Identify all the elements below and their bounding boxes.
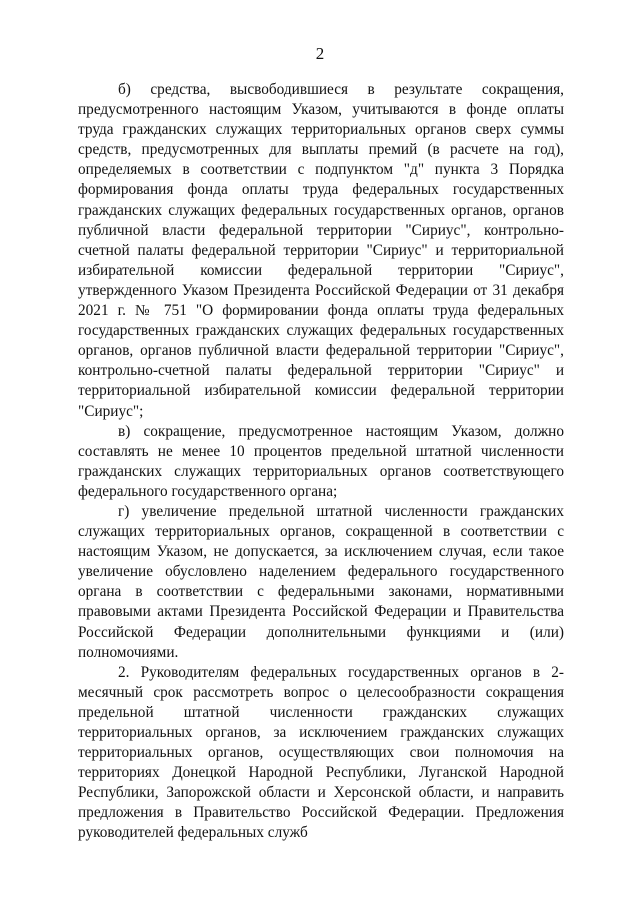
document-body [78, 80, 564, 844]
paragraph-b: б) средства, высвободившиеся в результате сокращения, предусмотренного настоящим Указом, учитываются в фонде оплаты труда гражданских служащих территориальных органов сверх суммы средств, предусмотренных для выплаты премий (в расчете на год), определяемых в соответствии с подпунктом "д" пункта 3 Порядка формирования фонда оплаты труда федеральных государственных гражданских служащих федеральных государственных органов, органов публичной власти федеральной территории "Сириус", контрольно-счетной палаты федеральной территории "Сириус" и территориальной избирательной комиссии федеральной территории "Сириус", утвержденного Указом Президента Российской Федерации от 31 декабря 2021 г. № 751 "О формировании фонда оплаты труда федеральных государственных гражданских служащих федеральных государственных органов, органов публичной власти федеральной территории "Сириус", контрольно-счетной палаты федеральной территории "Сириус" и территориальной избирательной комиссии федеральной территории "Сириус"; [78, 81, 564, 420]
paragraph-g: г) увеличение предельной штатной численности гражданских служащих территориальных органов, сокращенной в соответствии с настоящим Указом, не допускается, за исключением случая, если такое увеличение обусловлено наделением федерального государственного органа в соответствии с федеральными законами, нормативными правовыми актами Президента Российской Федерации и Правительства Российской Федерации дополнительными функциями и (или) полномочиями. [78, 502, 564, 661]
page-number: 2 [315, 44, 325, 63]
paragraph-v: в) сокращение, предусмотренное настоящим Указом, должно составлять не менее 10 процентов предельной штатной численности гражданских служащих территориальных органов соответствующего федерального государственного органа; [78, 422, 564, 500]
paragraph-2: 2. Руководителям федеральных государственных органов в 2-месячный срок рассмотреть вопрос о целесообразности сокращения предельной штатной численности гражданских служащих территориальных органов, за исключением гражданских служащих территориальных органов, осуществляющих свои полномочия на территориях Донецкой Народной Республики, Луганской Народной Республики, Запорожской области и Херсонской области, и направить предложения в Правительство Российской Федерации. Предложения руководителей федеральных служб [78, 663, 564, 842]
